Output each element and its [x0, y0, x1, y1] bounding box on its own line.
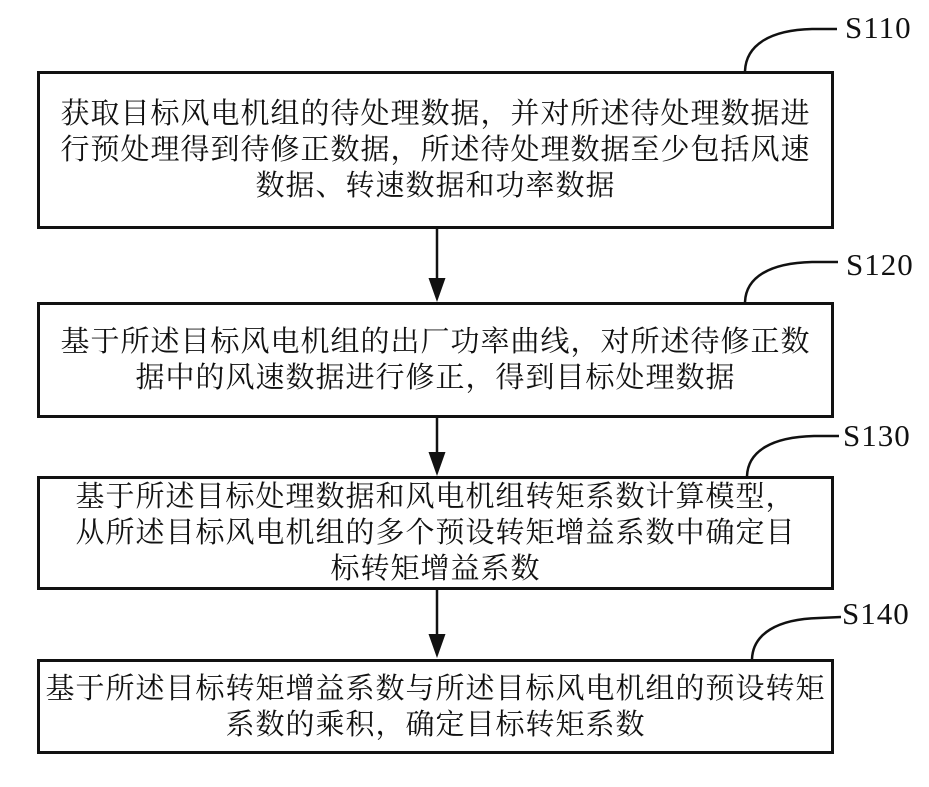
flow-step-box-s140	[37, 659, 834, 754]
step-label-s140: S140	[842, 596, 910, 631]
step-label-s130: S130	[843, 418, 911, 453]
flow-step-box-s110	[37, 71, 834, 229]
step-text-line: 从所述目标风电机组的多个预设转矩增益系数中确定目	[75, 517, 796, 549]
step-text-line: 行预处理得到待修正数据，所述待处理数据至少包括风速	[60, 134, 811, 166]
flow-step-box-s130	[37, 476, 834, 590]
step-text-line: 系数的乘积，确定目标转矩系数	[225, 708, 646, 741]
step-label-s110: S110	[845, 10, 912, 45]
s140-leader-line	[752, 617, 841, 659]
arrow-2-head-icon	[429, 452, 446, 476]
step-text-line: 基于所述目标风电机组的出厂功率曲线，对所述待修正数	[60, 326, 811, 358]
step-text-line: 数据、转速数据和功率数据	[255, 170, 616, 202]
step-text-line: 标转矩增益系数	[330, 553, 541, 585]
step-text-line: 据中的风速数据进行修正，得到目标处理数据	[135, 362, 736, 394]
step-text-line: 基于所述目标转矩增益系数与所述目标风电机组的预设转矩	[45, 672, 826, 705]
flow-step-box-s120	[37, 302, 834, 418]
s130-leader-line	[747, 436, 839, 476]
step-text-line: 获取目标风电机组的待处理数据，并对所述待处理数据进	[60, 98, 811, 130]
arrow-3-head-icon	[429, 634, 446, 658]
step-text-line: 基于所述目标处理数据和风电机组转矩系数计算模型，	[75, 481, 796, 513]
step-label-s120: S120	[846, 247, 914, 282]
arrow-1-head-icon	[429, 278, 446, 302]
s110-leader-line	[745, 29, 837, 71]
s120-leader-line	[745, 262, 838, 302]
